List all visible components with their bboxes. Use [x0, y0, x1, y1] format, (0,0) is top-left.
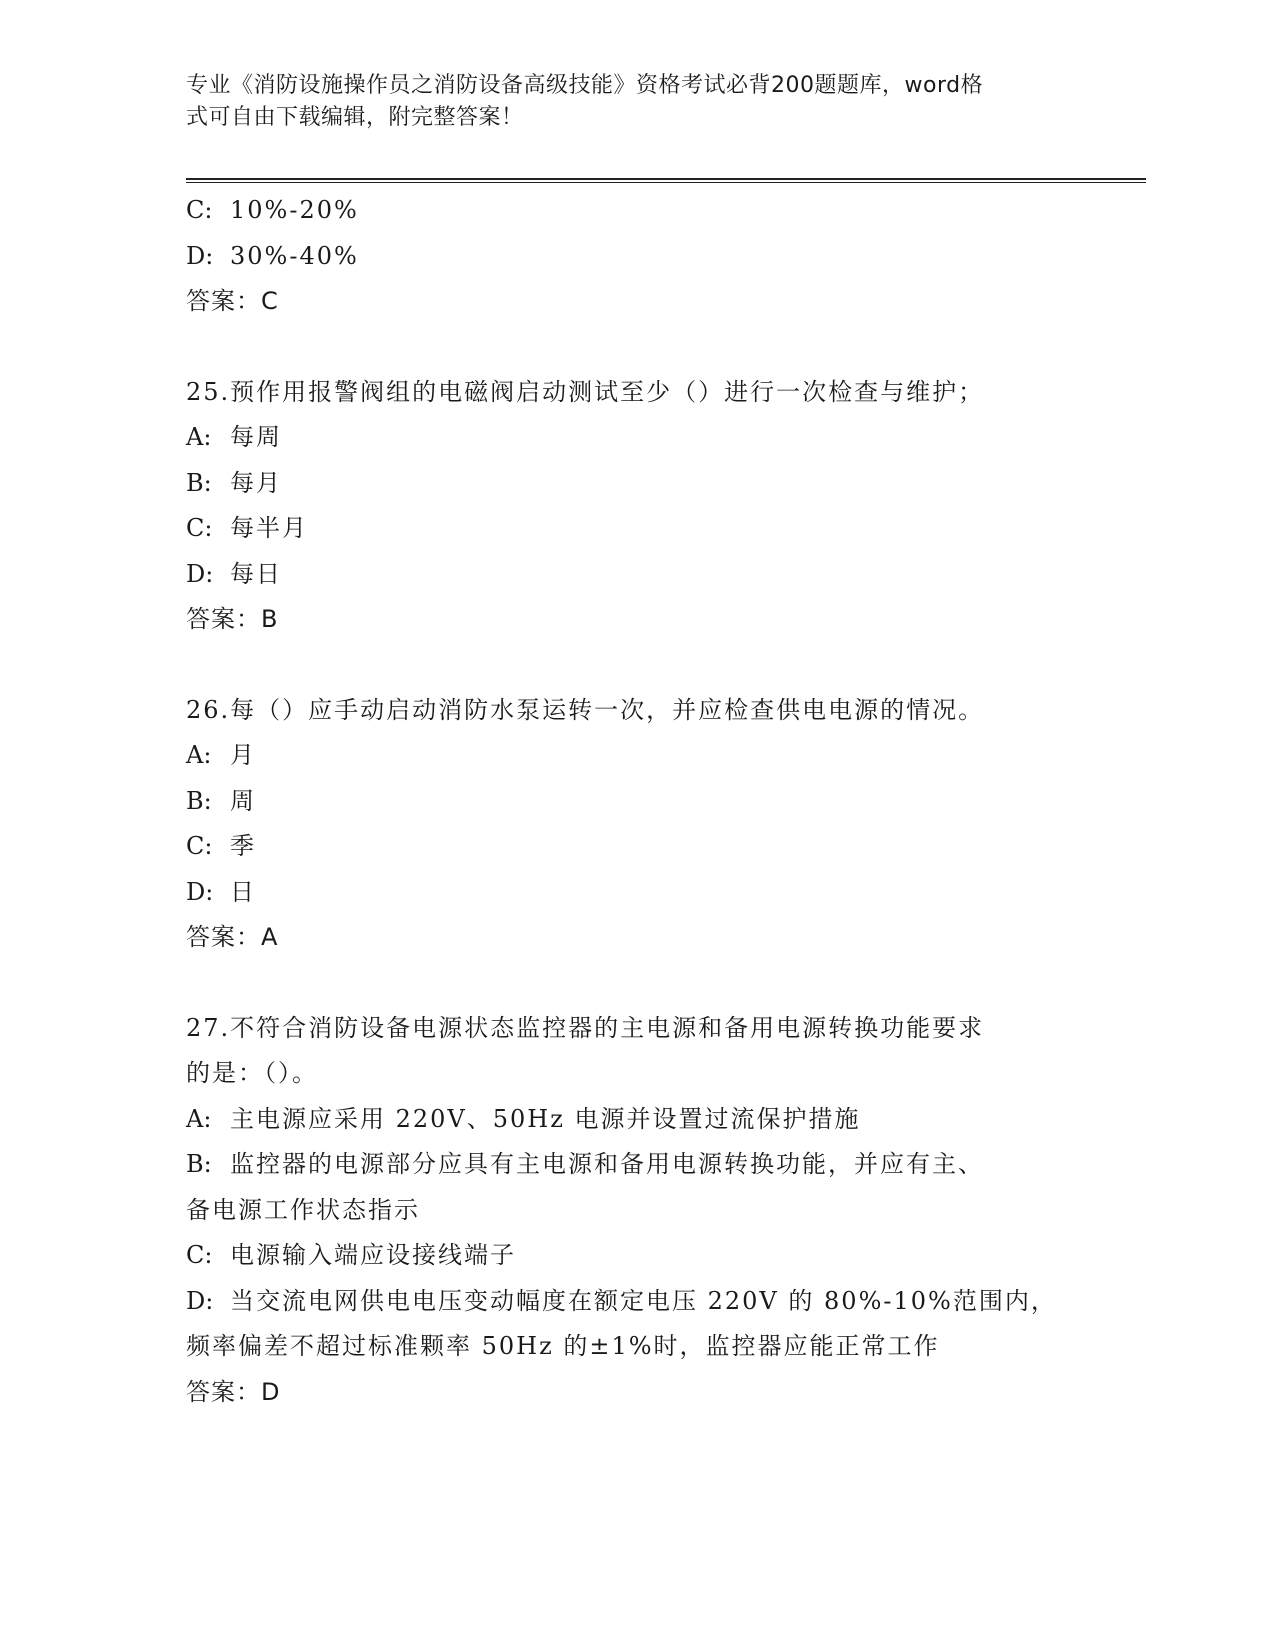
option-label: C:: [186, 514, 213, 542]
answer-line: 答案：A: [186, 923, 279, 951]
option-line: [186, 1233, 1086, 1279]
option-label: D:: [186, 877, 214, 906]
option-line: [186, 1279, 1086, 1325]
option-text: 电源输入端应设接线端子: [230, 1241, 516, 1269]
question-stem: 27.不符合消防设备电源状态监控器的主电源和备用电源转换功能要求: [186, 1013, 985, 1042]
option-text: 季: [230, 832, 256, 860]
option-label: B:: [186, 468, 212, 497]
option-text: 每半月: [230, 514, 308, 542]
option-text: 主电源应采用 220V、50Hz 电源并设置过流保护措施: [230, 1104, 861, 1133]
option-line: [186, 1097, 1086, 1143]
option-text: 每日: [230, 559, 282, 588]
header-line-2: 式可自由下载编辑，附完整答案！: [186, 105, 524, 130]
page-header: [186, 70, 1066, 134]
option-label: B:: [186, 1150, 212, 1178]
option-text: 监控器的电源部分应具有主电源和备用电源转换功能，并应有主、: [230, 1150, 984, 1178]
answer-line: 答案：C: [186, 287, 279, 315]
question-stem: 25.预作用报警阀组的电磁阀启动测试至少（）进行一次检查与维护；: [186, 377, 985, 406]
option-label: D:: [186, 559, 214, 588]
option-line: [186, 188, 1086, 234]
answer-line: 答案：B: [186, 605, 279, 633]
option-text: 日: [230, 877, 256, 906]
option-line: [186, 415, 1086, 461]
header-divider: [186, 178, 1146, 183]
option-text: 每周: [230, 423, 282, 451]
option-label: C:: [186, 196, 213, 224]
option-text: 周: [230, 786, 256, 815]
option-text: 月: [230, 741, 256, 769]
option-text-cont: 备电源工作状态指示: [186, 1195, 420, 1224]
option-label: B:: [186, 786, 212, 815]
option-label: D:: [186, 1286, 214, 1315]
option-label: C:: [186, 1241, 213, 1269]
question-stem: 26.每（）应手动启动消防水泵运转一次，并应检查供电电源的情况。: [186, 695, 985, 724]
answer-line: 答案：D: [186, 1377, 281, 1406]
option-line: [186, 506, 1086, 552]
option-line: [186, 870, 1086, 916]
option-line: [186, 733, 1086, 779]
option-line: [186, 1142, 1086, 1188]
spacer: [186, 643, 1086, 688]
option-line: [186, 552, 1086, 598]
option-text: 每月: [230, 468, 282, 497]
spacer: [186, 961, 1086, 1006]
question-stem-cont: 的是：（）。: [186, 1059, 318, 1087]
header-line-1: 专业《消防设施操作员之消防设备高级技能》资格考试必背200题题库，word格: [186, 73, 984, 98]
option-line: [186, 779, 1086, 825]
spacer: [186, 325, 1086, 370]
option-line: [186, 234, 1086, 280]
option-label: A:: [186, 741, 212, 769]
option-text: 30%-40%: [230, 241, 359, 270]
question-26: [186, 688, 1086, 961]
question-25: [186, 370, 1086, 643]
option-label: C:: [186, 832, 213, 860]
option-line: [186, 824, 1086, 870]
option-text: 当交流电网供电电压变动幅度在额定电压 220V 的 80%-10%范围内，: [230, 1286, 1057, 1315]
option-line: [186, 461, 1086, 507]
question-27: [186, 1006, 1086, 1416]
option-text-cont: 频率偏差不超过标准颗率 50Hz 的±1%时，监控器应能正常工作: [186, 1332, 940, 1360]
option-label: D:: [186, 241, 214, 270]
option-label: A:: [186, 1104, 212, 1133]
option-label: A:: [186, 423, 212, 451]
prev-question: [186, 188, 1086, 325]
document-body: [186, 188, 1086, 1415]
option-text: 10%-20%: [230, 196, 359, 224]
